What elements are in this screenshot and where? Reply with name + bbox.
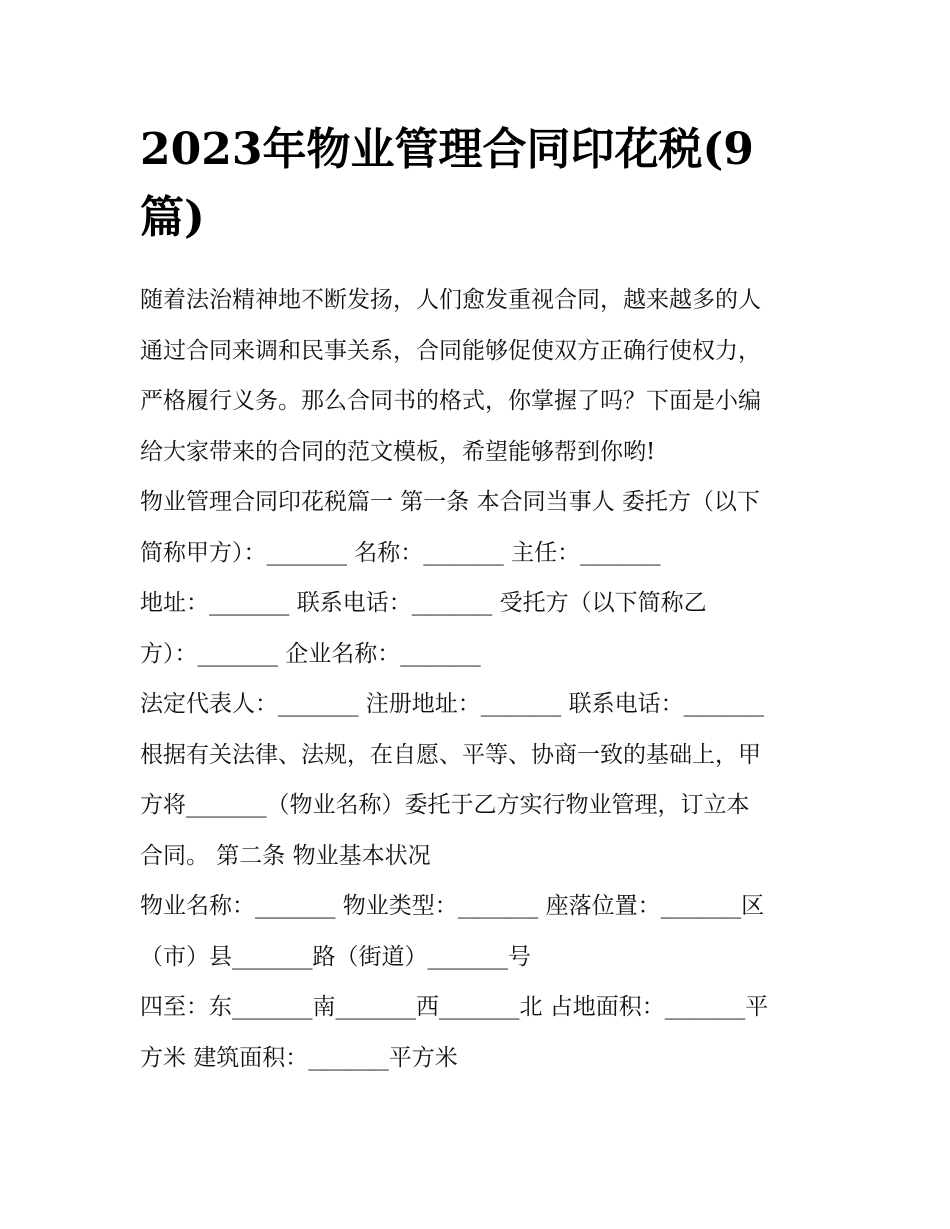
body-line: （市）县_______路（街道）_______号 [140, 943, 531, 970]
body-line: 方）：_______ 企业名称：_______ [140, 640, 481, 667]
title-line-1: 2023年物业管理合同印花税(9 [140, 124, 754, 175]
body-line: 通过合同来调和民事关系，合同能够促使双方正确行使权力， [140, 337, 761, 364]
body-line: 地址：_______ 联系电话：_______ 受托方（以下简称乙 [140, 590, 707, 616]
body-line: 物业管理合同印花税篇一 第一条 本合同当事人 委托方（以下 [140, 489, 760, 515]
document-body [140, 280, 820, 1088]
body-line: 给大家带来的合同的范文模板，希望能够帮到你哟! [140, 438, 656, 465]
body-line: 法定代表人：_______ 注册地址：_______ 联系电话：_______ [140, 691, 765, 717]
body-line: 根据有关法律、法规，在自愿、平等、协商一致的基础上，甲 [140, 741, 761, 768]
title-line-2: 篇) [140, 192, 205, 243]
body-line: 物业名称：_______ 物业类型：_______ 座落位置：_______区 [140, 893, 765, 919]
body-line: 合同。 第二条 物业基本状况 [140, 842, 431, 869]
body-line: 严格履行义务。那么合同书的格式，你掌握了吗？下面是小编 [140, 388, 761, 414]
body-line: 方米 建筑面积：_______平方米 [140, 1044, 458, 1071]
body-line: 四至：东_______南_______西_______北 占地面积：_______平 [140, 994, 769, 1020]
body-line: 简称甲方）：_______ 名称：_______ 主任：_______ [140, 539, 661, 566]
document-title [140, 116, 820, 252]
body-line: 方将_______（物业名称）委托于乙方实行物业管理，订立本 [140, 792, 750, 818]
body-line: 随着法治精神地不断发扬，人们愈发重视合同，越来越多的人 [140, 287, 761, 313]
